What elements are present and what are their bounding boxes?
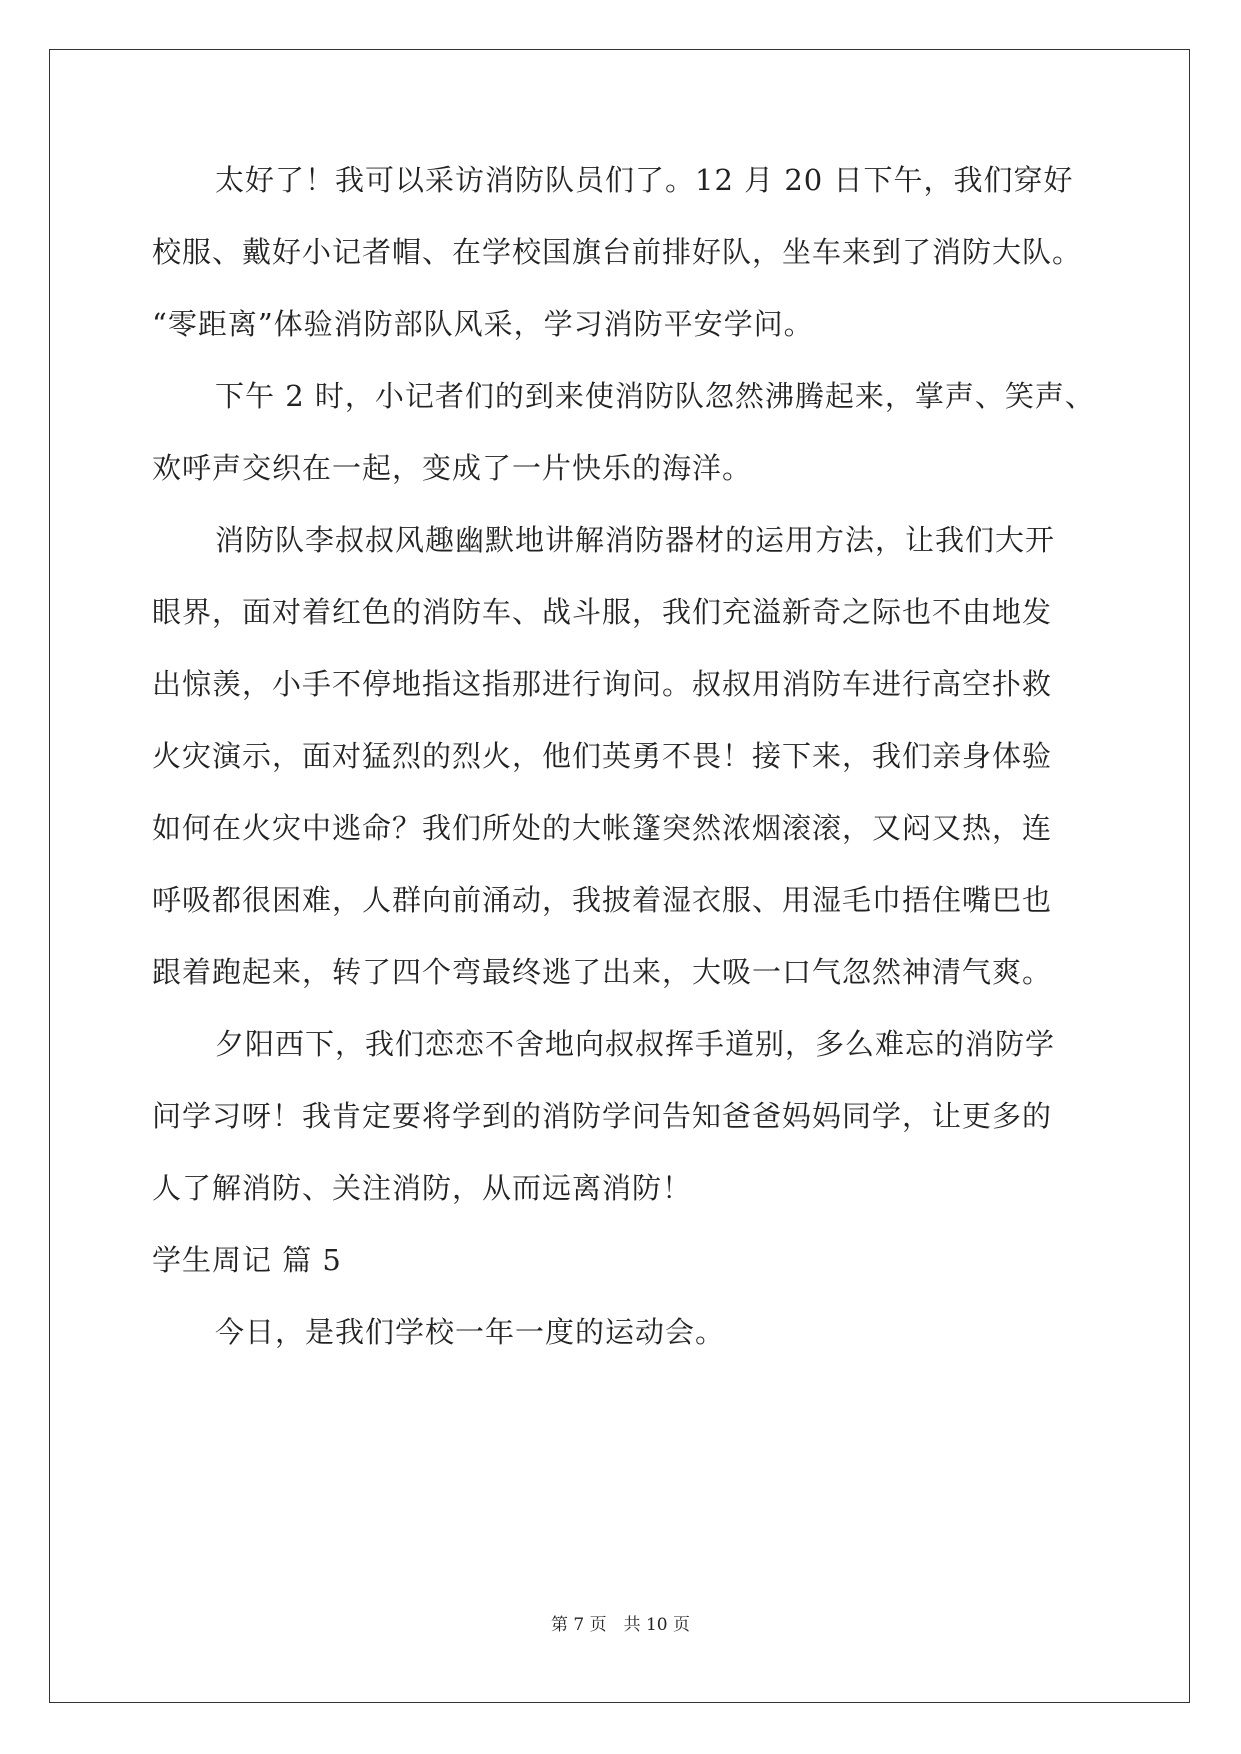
paragraph-line: 下午 2 时，小记者们的到来使消防队忽然沸腾起来，掌声、笑声、 (215, 379, 1095, 413)
paragraph-line: 人了解消防、关注消防，从而远离消防！ (152, 1171, 693, 1205)
paragraph-line: 太好了！我可以采访消防队员们了。12 月 20 日下午，我们穿好 (215, 163, 1074, 197)
paragraph-line: 眼界，面对着红色的消防车、战斗服，我们充溢新奇之际也不由地发 (152, 595, 1053, 629)
paragraph-line: 出惊羡，小手不停地指这指那进行询问。叔叔用消防车进行高空扑救 (152, 667, 1053, 701)
paragraph-line: “零距离”体验消防部队风采，学习消防平安学问。 (152, 307, 814, 341)
paragraph-line: 跟着跑起来，转了四个弯最终逃了出来，大吸一口气忽然神清气爽。 (152, 955, 1053, 989)
paragraph-line: 消防队李叔叔风趣幽默地讲解消防器材的运用方法，让我们大开 (215, 523, 1056, 557)
paragraph-line: 夕阳西下，我们恋恋不舍地向叔叔挥手道别，多么难忘的消防学 (215, 1027, 1056, 1061)
page-border (49, 49, 1190, 1703)
page-number: 第 7 页 共 10 页 (550, 1615, 691, 1635)
paragraph-line: 问学习呀！我肯定要将学到的消防学问告知爸爸妈妈同学，让更多的 (152, 1099, 1053, 1133)
paragraph-line: 如何在火灾中逃命？我们所处的大帐篷突然浓烟滚滚，又闷又热，连 (152, 811, 1053, 845)
paragraph-line: 欢呼声交织在一起，变成了一片快乐的海洋。 (152, 451, 753, 485)
paragraph-line: 校服、戴好小记者帽、在学校国旗台前排好队，坐车来到了消防大队。 (152, 235, 1083, 269)
paragraph-line: 呼吸都很困难，人群向前涌动，我披着湿衣服、用湿毛巾捂住嘴巴也 (152, 883, 1053, 917)
paragraph-line: 火灾演示，面对猛烈的烈火，他们英勇不畏！接下来，我们亲身体验 (152, 739, 1053, 773)
paragraph-line: 今日，是我们学校一年一度的运动会。 (215, 1315, 726, 1349)
section-heading: 学生周记 篇 5 (152, 1243, 342, 1277)
